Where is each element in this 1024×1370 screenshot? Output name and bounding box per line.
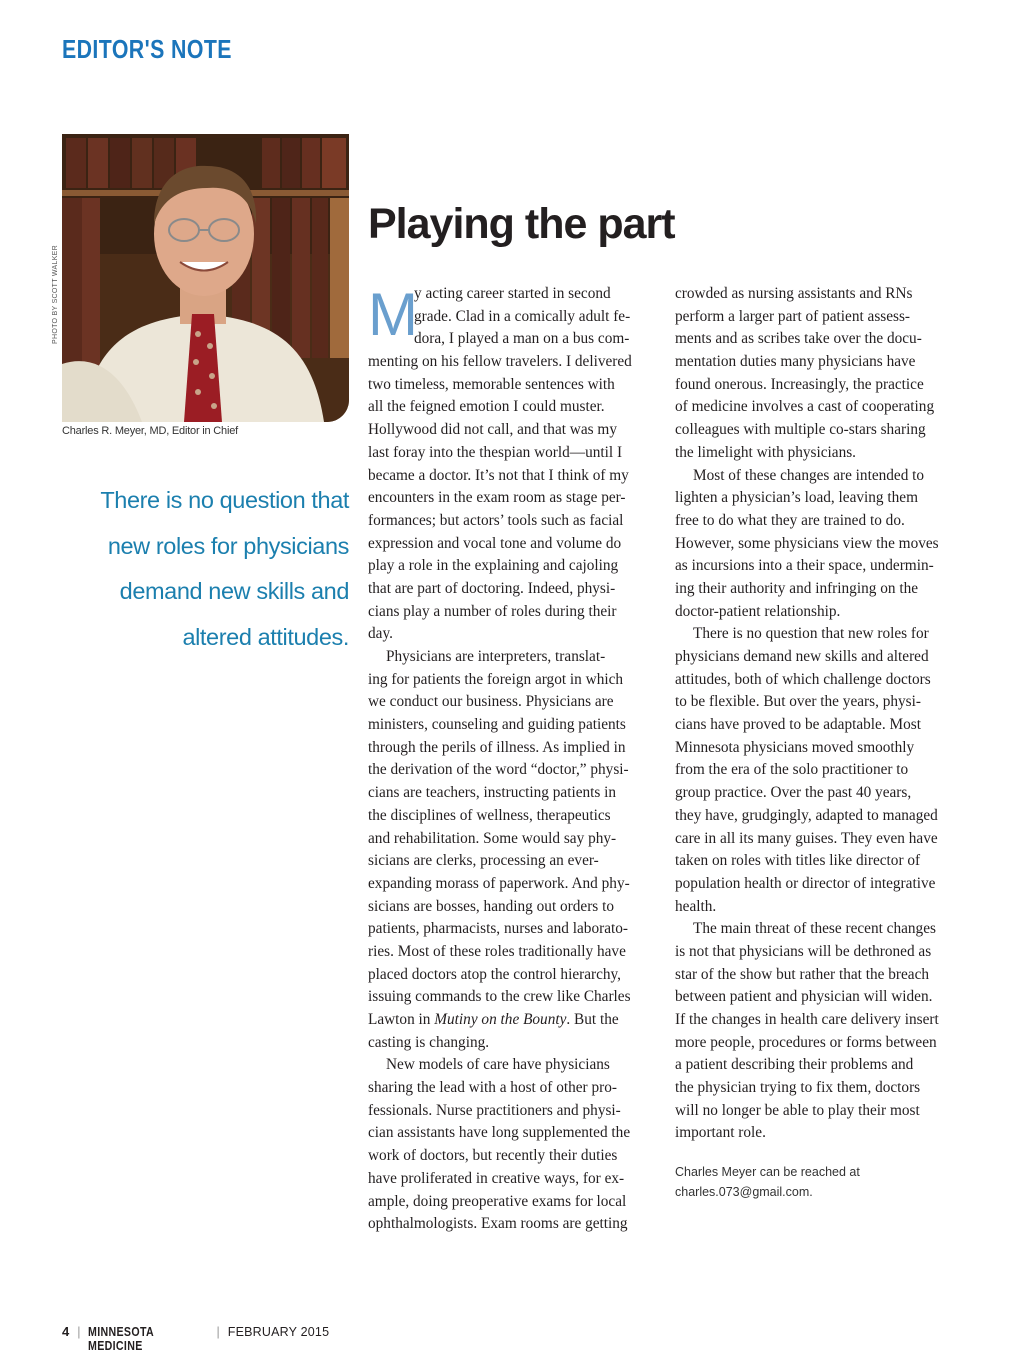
text-line: placed doctors atop the control hierarchy, — [368, 965, 622, 983]
text-line: fessionals. Nurse practitioners and physi- — [368, 1101, 621, 1119]
contact-line: Charles Meyer can be reached at — [675, 1165, 860, 1179]
text-line: group practice. Over the past 40 years, — [675, 784, 912, 802]
text-line: If the changes in health care delivery insert — [675, 1011, 939, 1028]
text-line: sicians are clerks, processing an ever- — [368, 852, 599, 870]
text-line: doctor-patient relationship. — [675, 602, 841, 620]
text-line: Lawton in Mutiny on the Bounty. But the — [368, 1011, 619, 1028]
drop-cap: M — [368, 281, 418, 348]
text-line: the limelight with physicians. — [675, 443, 856, 461]
text-line: all the feigned emotion I could muster. — [368, 398, 605, 416]
section-label: EDITOR'S NOTE — [62, 34, 232, 64]
text-line: grade. Clad in a comically adult fe- — [414, 307, 631, 325]
text-line: as incursions into a their space, undermin- — [675, 557, 934, 575]
photo-credit: PHOTO BY SCOTT WALKER — [52, 244, 59, 344]
text-line: The main threat of these recent changes — [693, 920, 936, 938]
text-line: menting on his fellow travelers. I delivered — [368, 353, 632, 371]
text-line: and rehabilitation. Some would say phy- — [368, 829, 617, 847]
text-line: have proliferated in creative ways, for ex- — [368, 1169, 625, 1187]
text-line: sicians are bosses, handing out orders to — [368, 897, 614, 915]
text-line: expression and vocal tone and volume do — [368, 534, 622, 552]
text-line: cians have proved to be adaptable. Most — [675, 716, 921, 734]
text-line: star of the show but rather that the breach — [675, 965, 930, 983]
text-line: mentation duties many physicians have — [675, 353, 916, 371]
text-line: New models of care have physicians — [386, 1056, 610, 1074]
text-line: There is no question that new roles for — [693, 625, 929, 643]
author-contact — [675, 1162, 860, 1202]
pull-quote-line: demand new skills and — [119, 578, 349, 604]
text-line: through the perils of illness. As implied in — [368, 738, 626, 756]
text-line: cians play a number of roles during their — [368, 602, 617, 620]
drop-cap-paragraph — [368, 283, 654, 351]
text-line: cians are teachers, instructing patients in — [368, 784, 617, 802]
text-line: ing their authority and infringing on the — [675, 579, 919, 597]
text-line: Minnesota physicians moved smoothly — [675, 738, 915, 756]
text-line: Physicians are interpreters, translat- — [386, 648, 606, 665]
text-line: important role. — [675, 1124, 766, 1142]
text-line: the physician trying to fix them, doctors — [675, 1079, 921, 1097]
text-line: will no longer be able to play their most — [675, 1101, 920, 1119]
text-line: taken on roles with titles like director of — [675, 852, 921, 870]
pull-quote-line: There is no question that — [100, 487, 349, 513]
text-line: ministers, counseling and guiding patients — [368, 716, 626, 734]
footer-divider: | — [77, 1325, 81, 1339]
text-line: a patient describing their problems and — [675, 1056, 914, 1074]
text-line: physicians demand new skills and altered — [675, 648, 929, 665]
text-line: became a doctor. It’s not that I think of my — [368, 466, 629, 484]
text-line: ample, doing preoperative exams for local — [368, 1192, 627, 1210]
text-line: attitudes, both of which challenge doctors — [675, 670, 931, 688]
page-number: 4 — [62, 1324, 70, 1339]
text-line: dora, I played a man on a bus com- — [414, 330, 630, 348]
page-footer — [62, 1324, 329, 1353]
editor-photo — [62, 134, 349, 422]
text-line: is not that physicians will be dethroned as — [675, 942, 932, 960]
text-line: found onerous. Increasingly, the practice — [675, 375, 924, 393]
text-line: issuing commands to the crew like Charles — [368, 988, 631, 1006]
text-line: play a role in the explaining and cajoling — [368, 557, 619, 575]
text-line: of medicine involves a cast of cooperating — [675, 398, 935, 416]
article-headline: Playing the part — [368, 200, 675, 248]
text-line: to be flexible. But over the years, physi- — [675, 693, 921, 711]
text-line: encounters in the exam room as stage per- — [368, 489, 626, 507]
contact-email: charles.073@gmail.com. — [675, 1185, 813, 1199]
text-line: work of doctors, but recently their duties — [368, 1147, 618, 1165]
text-line: However, some physicians view the moves — [675, 534, 939, 552]
text-line: sharing the lead with a host of other pro- — [368, 1079, 617, 1097]
text-line: casting is changing. — [368, 1033, 490, 1051]
text-line: ries. Most of these roles traditionally have — [368, 942, 626, 960]
left-column-lines — [368, 351, 654, 1236]
text-line: free to do what they are trained to do. — [675, 511, 905, 529]
text-line: we conduct our business. Physicians are — [368, 693, 614, 711]
pull-quote-line: new roles for physicians — [107, 532, 349, 559]
right-column-lines — [675, 283, 962, 1145]
text-line: ing for patients the foreign argot in which — [368, 670, 624, 688]
text-line: population health or director of integrative — [675, 874, 936, 892]
text-line: expanding morass of paperwork. And phy- — [368, 874, 630, 892]
magazine-name: MINNESOTA MEDICINE — [88, 1325, 155, 1353]
text-line: crowded as nursing assistants and RNs — [675, 285, 913, 302]
issue-date: FEBRUARY 2015 — [227, 1325, 330, 1339]
text-line: Hollywood did not call, and that was my — [368, 421, 617, 439]
text-line: last foray into the thespian world—until I — [368, 443, 623, 461]
text-line: formances; but actors’ tools such as facial — [368, 511, 624, 529]
text-line: Most of these changes are intended to — [693, 466, 925, 484]
text-line: they have, grudgingly, adapted to managed — [675, 806, 938, 824]
text-line: colleagues with multiple co-stars sharing — [675, 421, 926, 439]
text-line: cian assistants have long supplemented the — [368, 1124, 631, 1142]
photo-caption: Charles R. Meyer, MD, Editor in Chief — [62, 425, 238, 437]
text-line: the derivation of the word “doctor,” physi- — [368, 761, 629, 779]
text-line: that are part of doctoring. Indeed, physi- — [368, 579, 616, 597]
pull-quote — [62, 478, 349, 660]
text-line: two timeless, memorable sentences with — [368, 375, 615, 393]
pull-quote-line: altered attitudes. — [182, 623, 349, 650]
text-line: perform a larger part of patient assess- — [675, 307, 911, 325]
text-line: from the era of the solo practitioner to — [675, 761, 909, 779]
text-line: care in all its many guises. They even have — [675, 829, 938, 847]
text-line: y acting career started in second — [414, 285, 611, 302]
text-line: more people, procedures or forms between — [675, 1033, 937, 1051]
text-line: lighten a physician’s load, leaving them — [675, 489, 918, 507]
footer-divider: | — [216, 1325, 220, 1339]
text-line: patients, pharmacists, nurses and laborato- — [368, 920, 628, 938]
article-column-right — [675, 283, 962, 1145]
text-line: ments and as scribes take over the docu- — [675, 330, 922, 348]
text-line: health. — [675, 897, 717, 915]
text-line: the disciplines of wellness, therapeutics — [368, 806, 611, 824]
text-line: ophthalmologists. Exam rooms are getting — [368, 1215, 628, 1233]
text-line: between patient and physician will widen. — [675, 988, 933, 1006]
text-line: day. — [368, 625, 393, 643]
article-column-left — [368, 283, 654, 1236]
